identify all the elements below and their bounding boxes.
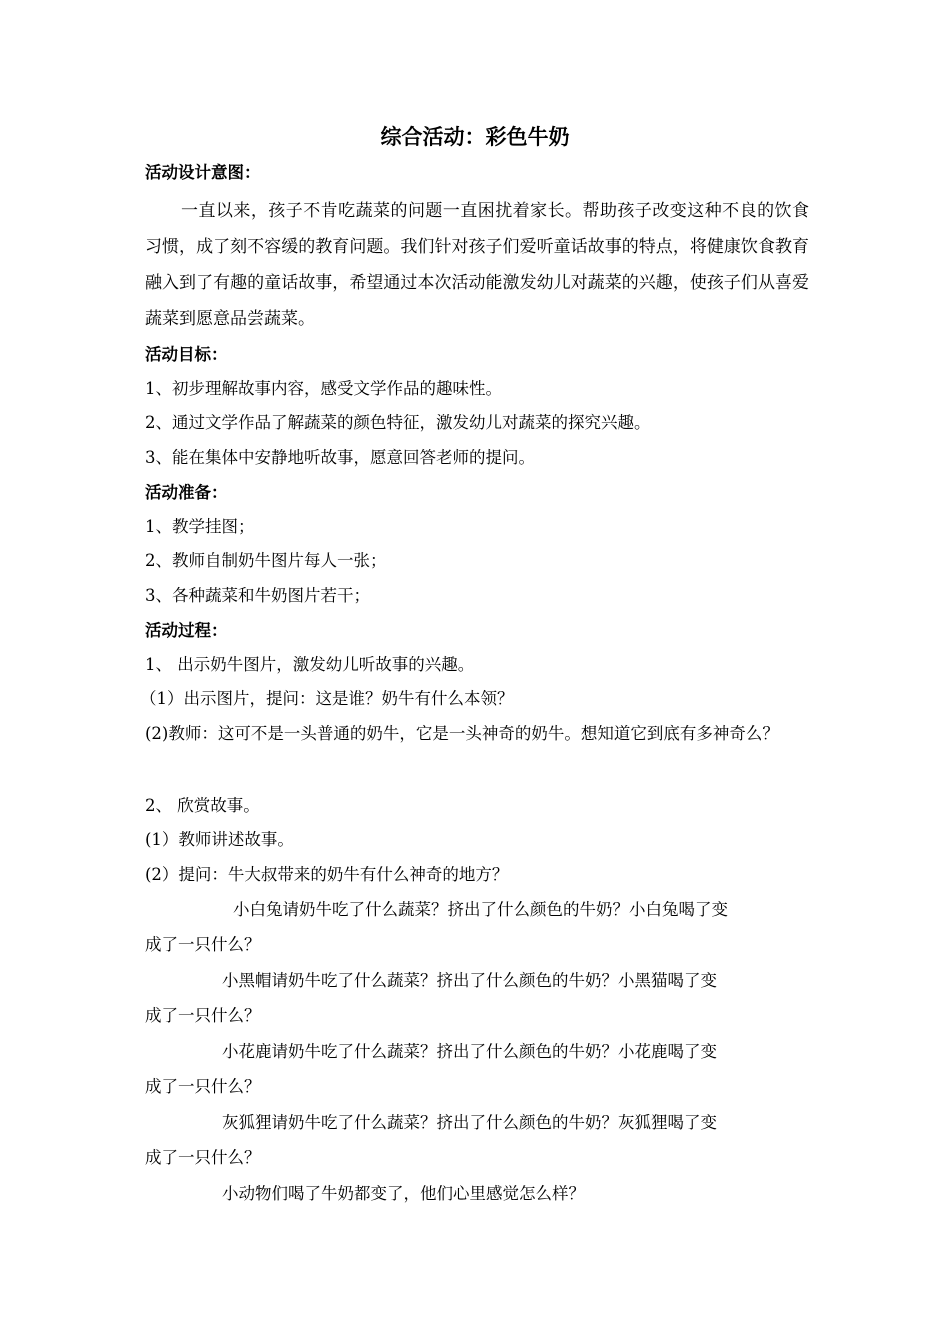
- question-4-line-2: 成了一只什么？: [145, 1148, 261, 1167]
- question-3-line-1: 小花鹿请奶牛吃了什么蔬菜？挤出了什么颜色的牛奶？小花鹿喝了变: [222, 1042, 717, 1061]
- process-step-2a: (1）教师讲述故事。: [145, 830, 294, 849]
- intent-heading: 活动设计意图：: [145, 163, 261, 182]
- process-step-1b: (2)教师：这可不是一头普通的奶牛，它是一头神奇的奶牛。想知道它到底有多神奇么？: [145, 724, 779, 743]
- document-title: 综合活动：彩色牛奶: [380, 125, 570, 149]
- question-3-line-2: 成了一只什么？: [145, 1077, 261, 1096]
- question-2-line-1: 小黑帽请奶牛吃了什么蔬菜？挤出了什么颜色的牛奶？小黑猫喝了变: [222, 971, 717, 990]
- goal-item-2: 2、通过文学作品了解蔬菜的颜色特征，激发幼儿对蔬菜的探究兴趣。: [145, 413, 651, 432]
- question-1-line-2: 成了一只什么？: [145, 935, 261, 954]
- process-step-1: 1、 出示奶牛图片，激发幼儿听故事的兴趣。: [145, 655, 475, 674]
- prep-heading: 活动准备：: [145, 483, 228, 502]
- intent-paragraph: 一直以来，孩子不肯吃蔬菜的问题一直困扰着家长。帮助孩子改变这种不良的饮食习惯，成了刻不容缓的教育问题。我们针对孩子们爱听童话故事的特点，将健康饮食教育融入到了有趣的童话故事，希望通过本次活动能激发幼儿对蔬菜的兴趣，使孩子们从喜爱蔬菜到愿意品尝蔬菜。: [145, 201, 809, 329]
- process-heading: 活动过程：: [145, 621, 228, 640]
- question-4-line-1: 灰狐狸请奶牛吃了什么蔬菜？挤出了什么颜色的牛奶？灰狐狸喝了变: [222, 1113, 717, 1132]
- process-step-2b: (2）提问：牛大叔带来的奶牛有什么神奇的地方？: [145, 865, 509, 884]
- prep-item-2: 2、教师自制奶牛图片每人一张；: [145, 551, 387, 570]
- process-step-1a: （1）出示图片，提问：这是谁？奶牛有什么本领？: [140, 689, 514, 708]
- prep-item-1: 1、教学挂图；: [145, 517, 255, 536]
- question-2-line-2: 成了一只什么？: [145, 1006, 261, 1025]
- question-5: 小动物们喝了牛奶都变了，他们心里感觉怎么样？: [222, 1184, 585, 1203]
- goal-item-3: 3、能在集体中安静地听故事，愿意回答老师的提问。: [145, 448, 535, 467]
- question-1-line-1: 小白兔请奶牛吃了什么蔬菜？挤出了什么颜色的牛奶？小白兔喝了变: [233, 900, 728, 919]
- process-step-2: 2、 欣赏故事。: [145, 796, 260, 815]
- goals-heading: 活动目标：: [145, 345, 228, 364]
- goal-item-1: 1、初步理解故事内容，感受文学作品的趣味性。: [145, 379, 502, 398]
- prep-item-3: 3、各种蔬菜和牛奶图片若干；: [145, 586, 370, 605]
